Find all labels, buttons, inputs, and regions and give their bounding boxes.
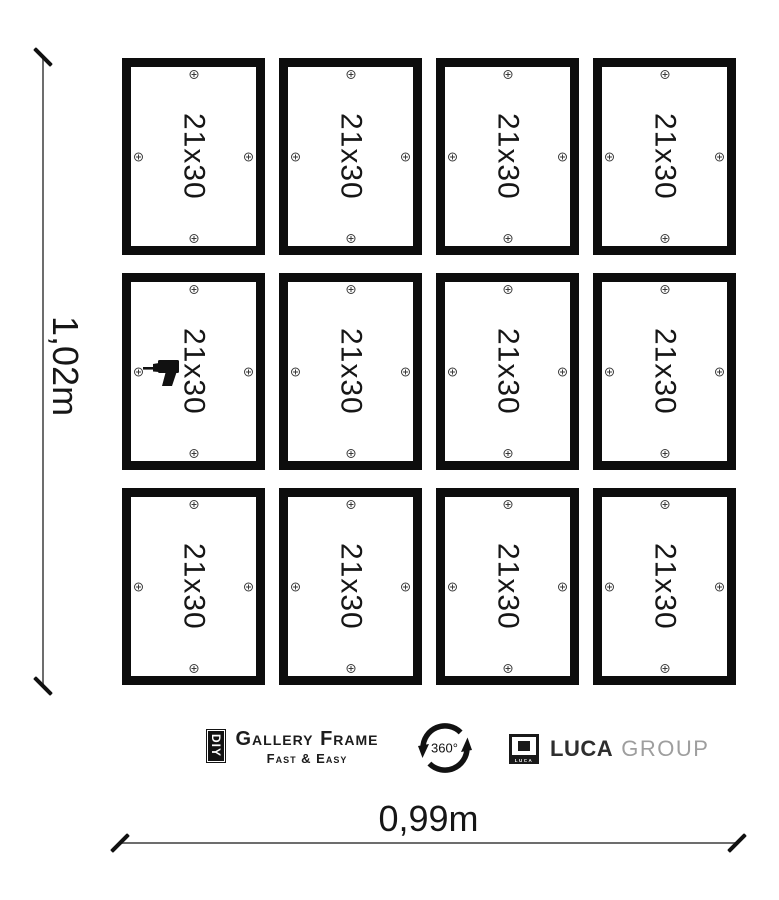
frame-size-label: 21x30: [334, 328, 368, 415]
picture-frame: [279, 488, 422, 685]
picture-frame: [436, 488, 579, 685]
picture-frame: [593, 58, 736, 255]
frame-size-label: 21x30: [491, 543, 525, 630]
frame-size-label: 21x30: [177, 113, 211, 200]
luca-suffix: GROUP: [621, 736, 710, 761]
frame-size-label: 21x30: [491, 328, 525, 415]
picture-frame: [593, 488, 736, 685]
picture-frame: [593, 273, 736, 470]
brand-text: [233, 729, 381, 765]
picture-frame: [436, 58, 579, 255]
vertical-dimension-label: 1,02m: [45, 316, 86, 417]
frame-size-label: 21x30: [177, 328, 211, 415]
luca-group-logo: [509, 734, 709, 764]
frame-size-label: 21x30: [177, 543, 211, 630]
picture-frame: [122, 273, 265, 470]
frame-size-label: 21x30: [334, 113, 368, 200]
brand-title: Gallery Frame: [235, 728, 379, 750]
luca-mark-inner-square: [518, 741, 530, 751]
frame-size-label: 21x30: [491, 113, 525, 200]
frame-grid: [122, 58, 736, 685]
diy-badge: DIY: [206, 729, 226, 763]
horizontal-dimension-label: 0,99m: [378, 798, 479, 839]
picture-frame: [436, 273, 579, 470]
rotation-360-icon: [417, 720, 473, 776]
frame-size-label: 21x30: [334, 543, 368, 630]
horizontal-dimension-line: [120, 842, 737, 844]
frame-size-label: 21x30: [648, 543, 682, 630]
diy-gallery-frame-logo: [206, 729, 381, 765]
brand-subtitle: Fast & Easy: [266, 751, 348, 766]
picture-frame: [279, 58, 422, 255]
frame-size-label: 21x30: [648, 113, 682, 200]
picture-frame: [122, 58, 265, 255]
luca-logo-mark: [509, 734, 539, 764]
luca-mark-label: LUCA: [509, 758, 539, 764]
luca-group-wordmark: [550, 736, 709, 762]
rotation-360-label: 360°: [431, 740, 458, 756]
picture-frame: [122, 488, 265, 685]
frame-size-label: 21x30: [648, 328, 682, 415]
luca-name: LUCA: [550, 736, 614, 761]
picture-frame: [279, 273, 422, 470]
